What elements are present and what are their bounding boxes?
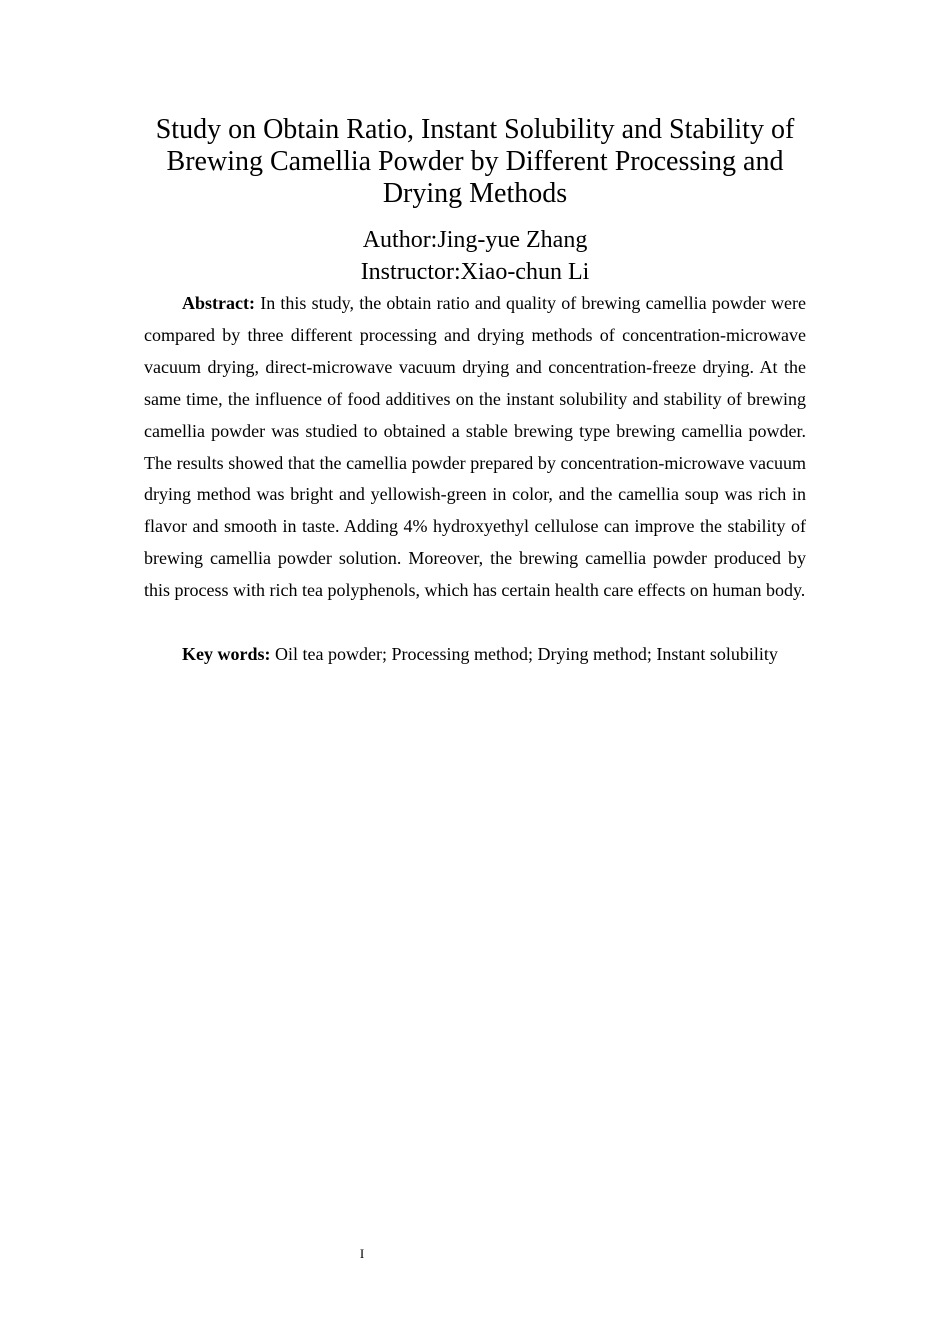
instructor-line: Instructor:Xiao-chun Li [360,259,590,285]
keywords-paragraph [144,639,806,671]
author-line: Author:Jing-yue Zhang [362,227,588,253]
abstract-text: In this study, the obtain ratio and quality of brewing camellia powder were compared by three different processing and drying methods of concentration-microwave vacuum drying, direct-microwave vacuum drying and concentration-freeze drying. At the same time, the influence of food additives on the instant solubility and stability of brewing camellia powder was studied to obtained a stable brewing type brewing camellia powder. The results showed that the camellia powder prepared by concentration-microwave vacuum drying method was bright and yellowish-green in color, and the camellia soup was rich in flavor and smooth in taste. Adding 4% hydroxyethyl cellulose can improve the stability of brewing camellia powder solution. Moreover, the brewing camellia powder produced by this process with rich tea polyphenols, which has certain health care effects on human body. [144,293,806,601]
page-number: I [359,1246,365,1261]
abstract-paragraph [144,288,806,607]
keywords-label: Key words: [182,644,271,664]
paper-title: Study on Obtain Ratio, Instant Solubility and Stability of Brewing Camellia Powder by Different Processing and Drying Methods [155,114,795,209]
keywords-text: Oil tea powder; Processing method; Drying method; Instant solubility [275,644,778,664]
abstract-label: Abstract: [182,293,255,313]
